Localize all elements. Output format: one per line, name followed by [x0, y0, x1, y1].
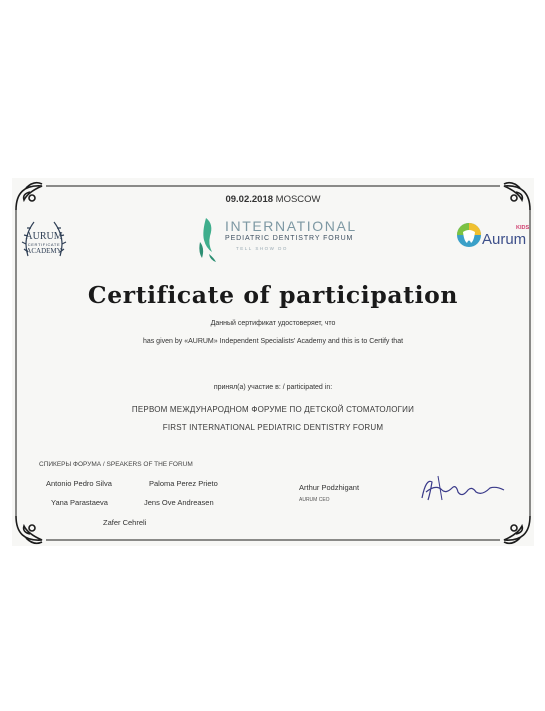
- event-date: [12, 194, 534, 205]
- speakers-heading: СПИКЕРЫ ФОРУМА / SPEAKERS OF THE FORUM: [39, 461, 193, 468]
- forum-name-en: FIRST INTERNATIONAL PEDIATRIC DENTISTRY FORUM: [162, 423, 384, 432]
- certificate-heading: Certificate of participation: [87, 282, 459, 309]
- academy-name: AURUM: [25, 231, 63, 242]
- participated-text: принял(а) участие в: / participated in:: [213, 384, 333, 391]
- city-value: MOSCOW: [275, 194, 321, 205]
- certify-text-ru: Данный сертификат удостоверяет, что: [210, 320, 336, 327]
- speaker-name: Antonio Pedro Silva: [46, 479, 112, 488]
- dolphin-icon: [192, 214, 222, 264]
- forum-logo-tagline: TELL SHOW DO: [236, 246, 288, 251]
- speaker-name: Zafer Cehreli: [103, 518, 147, 527]
- academy-small: CERTIFICATE: [27, 242, 61, 247]
- date-value: 09.02.2018: [225, 194, 274, 205]
- academy-label: ACADEMY: [26, 247, 62, 255]
- signatory-name: Arthur Podzhigant: [299, 483, 360, 492]
- signature-icon: [412, 470, 512, 510]
- certificate: [12, 178, 534, 546]
- forum-name-ru: ПЕРВОМ МЕЖДУНАРОДНОМ ФОРУМЕ ПО ДЕТСКОЙ СТОМАТОЛОГИИ: [131, 405, 415, 414]
- signatory-role: AURUM CEO: [299, 497, 330, 503]
- kids-logo-label: KIDS: [516, 225, 530, 231]
- forum-logo-title: INTERNATIONAL: [225, 218, 357, 234]
- tooth-icon: [456, 222, 482, 248]
- speaker-name: Jens Ove Andreasen: [144, 498, 214, 507]
- speaker-name: Paloma Perez Prieto: [149, 479, 218, 488]
- forum-logo-subtitle: PEDIATRIC DENTISTRY FORUM: [225, 235, 354, 242]
- speaker-name: Yana Parastaeva: [51, 498, 108, 507]
- certify-text-en: has given by «AURUM» Independent Specialists' Academy and this is to Certify that: [142, 338, 404, 345]
- kids-logo-brand: Aurum: [482, 231, 527, 248]
